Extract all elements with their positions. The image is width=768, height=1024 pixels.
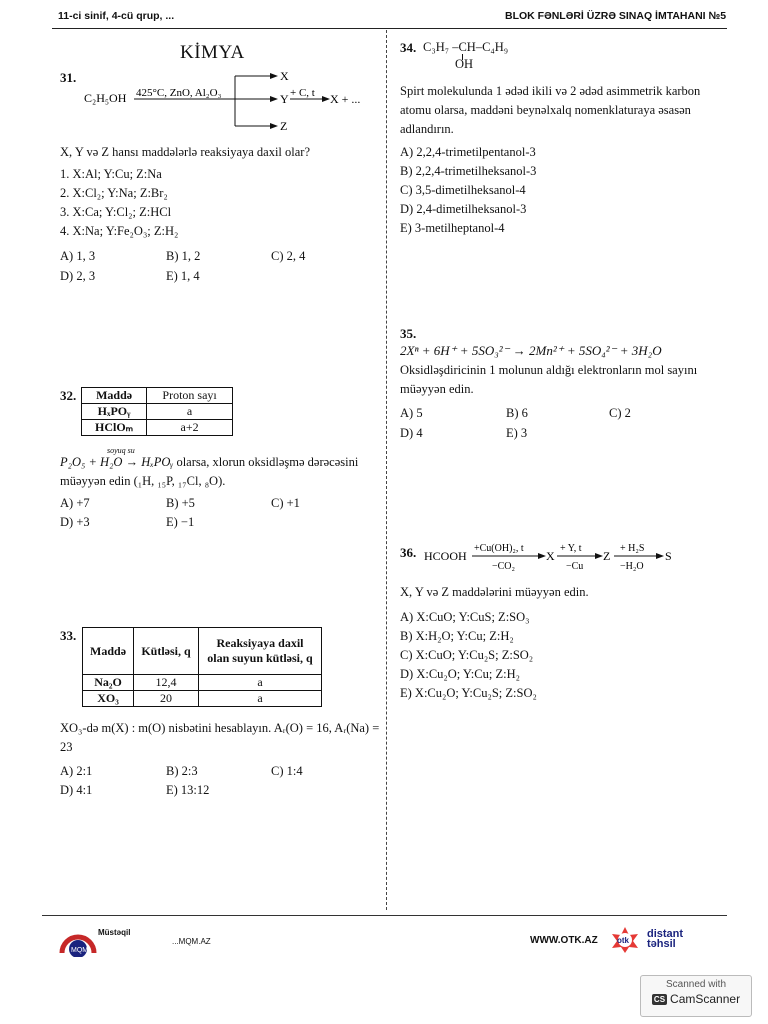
q34-number: 34. bbox=[400, 40, 417, 55]
q36-scheme bbox=[420, 538, 720, 574]
q36-a3-top: + H₂S bbox=[620, 543, 645, 554]
q32-option-b[interactable]: B) +5 bbox=[166, 496, 195, 510]
q31-conditions: 425°C, ZnO, Al₂O₃ bbox=[136, 87, 222, 99]
q34-oh: OH bbox=[455, 57, 474, 71]
q32-arrow-note: soyuq su bbox=[107, 446, 135, 455]
q35-option-b[interactable]: B) 6 bbox=[506, 406, 528, 420]
q33-header: Kütləsi, q bbox=[134, 628, 199, 675]
q34-options bbox=[400, 143, 720, 238]
q36-question: X, Y və Z maddələrini müəyyən edin. bbox=[400, 585, 589, 599]
q31-items bbox=[60, 165, 380, 241]
q33-cell: a bbox=[199, 675, 322, 691]
otk-logo-icon bbox=[604, 926, 646, 954]
svg-text:MQM: MQM bbox=[71, 947, 89, 954]
scanner-line2: CamScanner bbox=[670, 992, 741, 1006]
q33-option-a[interactable]: A) 2:1 bbox=[60, 764, 93, 778]
q35-option-a[interactable]: A) 5 bbox=[400, 406, 423, 420]
q36-option-c[interactable]: C) X:CuO; Y:Cu₂S; Z:SO₂ bbox=[400, 648, 534, 662]
header-right: BLOK FƏNLƏRİ ÜZRƏ SINAQ İMTAHANI №5 bbox=[505, 10, 727, 22]
q31-option-b[interactable]: B) 1, 2 bbox=[166, 249, 201, 263]
q32-option-d[interactable]: D) +3 bbox=[60, 515, 90, 529]
q34-option-a[interactable]: A) 2,2,4-trimetilpentanol-3 bbox=[400, 145, 536, 159]
q36-end: S bbox=[665, 549, 672, 563]
q35-equation: 2Xⁿ + 6H⁺ + 5SO₃²⁻ → 2Mn²⁺ + 5SO₄²⁻ + 3H₂O bbox=[400, 343, 662, 358]
q32-cell: HₓPOᵧ bbox=[82, 404, 147, 420]
q35-number: 35. bbox=[400, 326, 417, 341]
q33-option-c[interactable]: C) 1:4 bbox=[271, 764, 303, 778]
q32-question-block bbox=[60, 453, 380, 491]
q31-step2: + C, t bbox=[290, 87, 315, 99]
q32-number: 32. bbox=[60, 388, 77, 403]
q32-cell: a bbox=[147, 404, 233, 420]
q36-option-b[interactable]: B) X:H₂O; Y:Cu; Z:H₂ bbox=[400, 629, 514, 643]
header-rule bbox=[52, 28, 727, 29]
q32-header: Proton sayı bbox=[147, 388, 233, 404]
q35-option-c[interactable]: C) 2 bbox=[609, 406, 631, 420]
q31-question: X, Y və Z hansı maddələrlə reaksiyaya daxil olar? bbox=[60, 145, 311, 159]
q36-x: X bbox=[546, 549, 555, 563]
q36-z: Z bbox=[603, 549, 611, 563]
q31-item: 2. X:Cl₂; Y:Na; Z:Br₂ bbox=[60, 186, 168, 200]
q31-item: 4. X:Na; Y:Fe₂O₃; Z:H₂ bbox=[60, 224, 179, 238]
q33-table bbox=[82, 627, 322, 707]
q34-question: Spirt molekulunda 1 ədəd ikili və 2 ədəd asimmetrik karbon atomu olarsa, maddəni beynəlxalq nomenklaturaya əsasən adlandırın. bbox=[400, 84, 701, 136]
q34-option-d[interactable]: D) 2,4-dimetilheksanol-3 bbox=[400, 202, 527, 216]
q31-option-a[interactable]: A) 1, 3 bbox=[60, 249, 96, 263]
footer-site-link[interactable]: WWW.OTK.AZ bbox=[530, 935, 598, 946]
otk-text: otk bbox=[617, 936, 629, 945]
q31-z: Z bbox=[280, 119, 288, 133]
q34-option-c[interactable]: C) 3,5-dimetilheksanol-4 bbox=[400, 183, 526, 197]
q33-cell: XO₃ bbox=[83, 691, 134, 707]
q34-option-e[interactable]: E) 3-metilheptanol-4 bbox=[400, 221, 505, 235]
q36-option-e[interactable]: E) X:Cu₂O; Y:Cu₂S; Z:SO₂ bbox=[400, 686, 537, 700]
q33-cell: a bbox=[199, 691, 322, 707]
q36-number: 36. bbox=[400, 545, 417, 560]
q31-y: Y bbox=[280, 92, 289, 106]
mqm-logo-icon bbox=[58, 925, 98, 957]
q31-x: X bbox=[280, 69, 289, 83]
q31-item: 1. X:Al; Y:Cu; Z:Na bbox=[60, 167, 162, 181]
q31-reactant: C₂H₅OH bbox=[84, 91, 127, 105]
q36-a2-bot: −Cu bbox=[566, 561, 584, 572]
q32-header: Maddə bbox=[82, 388, 147, 404]
q34-option-b[interactable]: B) 2,2,4-trimetilheksanol-3 bbox=[400, 164, 537, 178]
q33-cell: Na₂O bbox=[83, 675, 134, 691]
q36-options bbox=[400, 608, 720, 703]
camscanner-icon: CS bbox=[653, 994, 666, 1004]
footer-logo-text: Müstəqil bbox=[98, 928, 131, 937]
q35-option-d[interactable]: D) 4 bbox=[400, 426, 423, 440]
q33-option-b[interactable]: B) 2:3 bbox=[166, 764, 198, 778]
footer-brand bbox=[647, 929, 683, 949]
q33-question: XO₃-də m(X) : m(O) nisbətini hesablayın. Aᵣ(O) = 16, Aᵣ(Na) = 23 bbox=[60, 721, 380, 754]
q33-option-d[interactable]: D) 4:1 bbox=[60, 783, 93, 797]
footer-site-left[interactable]: ...MQM.AZ bbox=[172, 937, 211, 946]
q32-table bbox=[81, 387, 233, 436]
q31-option-d[interactable]: D) 2, 3 bbox=[60, 269, 96, 283]
scanner-line1: Scanned with bbox=[665, 979, 727, 990]
q36-option-a[interactable]: A) X:CuO; Y:CuS; Z:SO₃ bbox=[400, 610, 530, 624]
q32-cell: HClOₘ bbox=[82, 420, 147, 436]
q36-start: HCOOH bbox=[424, 549, 467, 563]
q31-option-c[interactable]: C) 2, 4 bbox=[271, 249, 306, 263]
q32-option-c[interactable]: C) +1 bbox=[271, 496, 300, 510]
q31-number: 31. bbox=[60, 70, 77, 85]
q32-cell: a+2 bbox=[147, 420, 233, 436]
q33-number: 33. bbox=[60, 628, 77, 643]
q32-option-e[interactable]: E) −1 bbox=[166, 515, 195, 529]
q35-option-e[interactable]: E) 3 bbox=[506, 426, 528, 440]
footer-brand-distant: distant bbox=[647, 928, 684, 940]
q33-option-e[interactable]: E) 13:12 bbox=[166, 783, 210, 797]
q33-header: Reaksiyaya daxil olan suyun kütləsi, q bbox=[199, 628, 322, 675]
q32-reaction: P₂O₅ + H₂O → HₓPOᵧ bbox=[60, 455, 174, 469]
page-title: KİMYA bbox=[180, 42, 245, 63]
q31-product: X + ... bbox=[330, 92, 361, 106]
q36-a3-bot: −H₂O bbox=[620, 561, 644, 572]
q31-scheme bbox=[60, 66, 370, 138]
q31-option-e[interactable]: E) 1, 4 bbox=[166, 269, 200, 283]
q32-option-a[interactable]: A) +7 bbox=[60, 496, 90, 510]
q33-header: Maddə bbox=[83, 628, 134, 675]
q35-question: Oksidləşdiricinin 1 molunun aldığı elektronların mol sayını müəyyən edin. bbox=[400, 363, 698, 396]
footer-brand-tehsil: təhsil bbox=[647, 938, 676, 950]
q31-item: 3. X:Ca; Y:Cl₂; Z:HCl bbox=[60, 205, 172, 219]
q36-a1-top: +Cu(OH)₂, t bbox=[474, 543, 524, 554]
header-left: 11-ci sinif, 4-cü qrup, ... bbox=[58, 10, 175, 22]
q33-cell: 12,4 bbox=[134, 675, 199, 691]
camscanner-watermark bbox=[640, 975, 752, 1017]
q32-question: olarsa, xlorun oksidləşmə dərəcəsini müəyyən edin (₁H, ₁₅P, ₁₇Cl, ₈O). bbox=[60, 455, 359, 488]
q36-a2-top: + Y, t bbox=[560, 543, 582, 554]
q36-option-d[interactable]: D) X:Cu₂O; Y:Cu; Z:H₂ bbox=[400, 667, 520, 681]
q34-formula: C₃H₇ –CH–C₄H₉ bbox=[423, 40, 509, 54]
footer-rule bbox=[42, 915, 727, 916]
q36-a1-bot: −CO₂ bbox=[492, 561, 516, 572]
column-divider bbox=[386, 30, 387, 910]
q33-cell: 20 bbox=[134, 691, 199, 707]
